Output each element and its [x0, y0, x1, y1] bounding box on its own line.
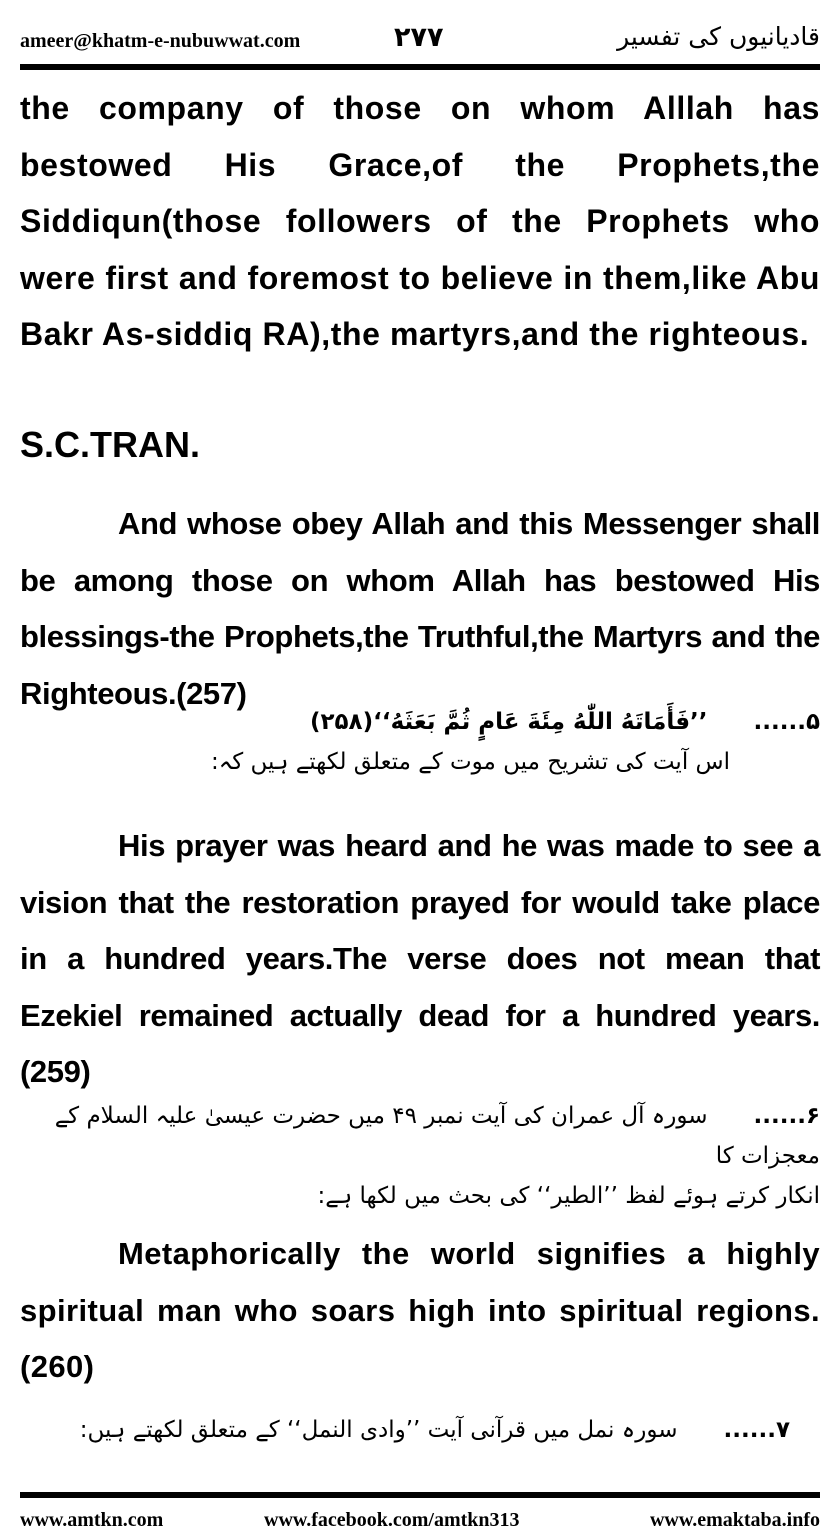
- urdu-block-7: [20, 1410, 820, 1450]
- paragraph-3-text: His prayer was heard and he was made to see a vision that the restoration prayed for would take place in a hundred years.The verse does not mean that Ezekiel remained actually dead for a hundred years.(259): [20, 828, 820, 1089]
- paragraph-1: the company of those on whom Alllah has bestowed His Grace,of the Prophets,the Siddiqun(those followers of the Prophets who were first and foremost to believe in them,like Abu Bakr As-siddiq RA),the martyrs,and the righteous.: [20, 90, 820, 352]
- urdu-line-2: انکار کرتے ہوئے لفظ ’’الطیر‘‘ کی بحث میں لکھا ہے:: [317, 1183, 820, 1209]
- paragraph-4-text: Metaphorically the world signifies a highly spiritual man who soars high into spiritual regions.(260): [20, 1236, 820, 1384]
- section-heading: S.C.TRAN.: [20, 424, 200, 465]
- paragraph-2: [20, 496, 820, 722]
- urdu-line: اس آیت کی تشریح میں موت کے متعلق لکھتے ہیں کہ:: [211, 749, 730, 775]
- page-footer: [20, 1505, 820, 1533]
- urdu-item-number-7: ۷......: [723, 1417, 790, 1443]
- urdu-line-1: [20, 1096, 820, 1176]
- urdu-item-number-5: ۵......: [753, 709, 820, 735]
- page-header: [20, 18, 820, 62]
- footer-link-amtkn[interactable]: www.amtkn.com: [20, 1509, 164, 1531]
- footer-link-emaktaba[interactable]: www.emaktaba.info: [649, 1509, 820, 1531]
- urdu-line-7-text: سورہ نمل میں قرآنی آیت ’’وادی النمل‘‘ کے متعلق لکھتے ہیں:: [79, 1417, 678, 1443]
- urdu-line-7: [20, 1410, 820, 1450]
- paragraph-4: [20, 1226, 820, 1396]
- urdu-block-6: [20, 1096, 820, 1216]
- paragraph-2-text: And whose obey Allah and this Messenger shall be among those on whom Allah has bestowed His blessings-the Prophets,the Truthful,the Martyrs and the Righteous.(257): [20, 506, 820, 711]
- quran-verse: ’’فَأَمَاتَهُ اللّٰهُ مِئَةَ عَامٍ ثُمَّ بَعَثَهُ‘‘(۲۵۸): [309, 709, 708, 735]
- footer-divider: [20, 1492, 820, 1498]
- footer-link-facebook[interactable]: www.facebook.com/amtkn313: [264, 1509, 520, 1531]
- header-email[interactable]: ameer@khatm-e-nubuwwat.com: [20, 30, 301, 52]
- paragraph-3: [20, 818, 820, 1101]
- urdu-block-5: [20, 702, 820, 782]
- page-number: ۲۷۷: [394, 22, 444, 53]
- urdu-verse-line: [20, 702, 820, 742]
- urdu-line-1-text: سورہ آل عمران کی آیت نمبر ۴۹ میں حضرت عیسیٰ علیہ السلام کے معجزات کا: [54, 1103, 820, 1169]
- header-divider: [20, 64, 820, 70]
- book-title: قادیانیوں کی تفسیر: [617, 22, 820, 51]
- urdu-item-number-6: ۶......: [753, 1103, 820, 1129]
